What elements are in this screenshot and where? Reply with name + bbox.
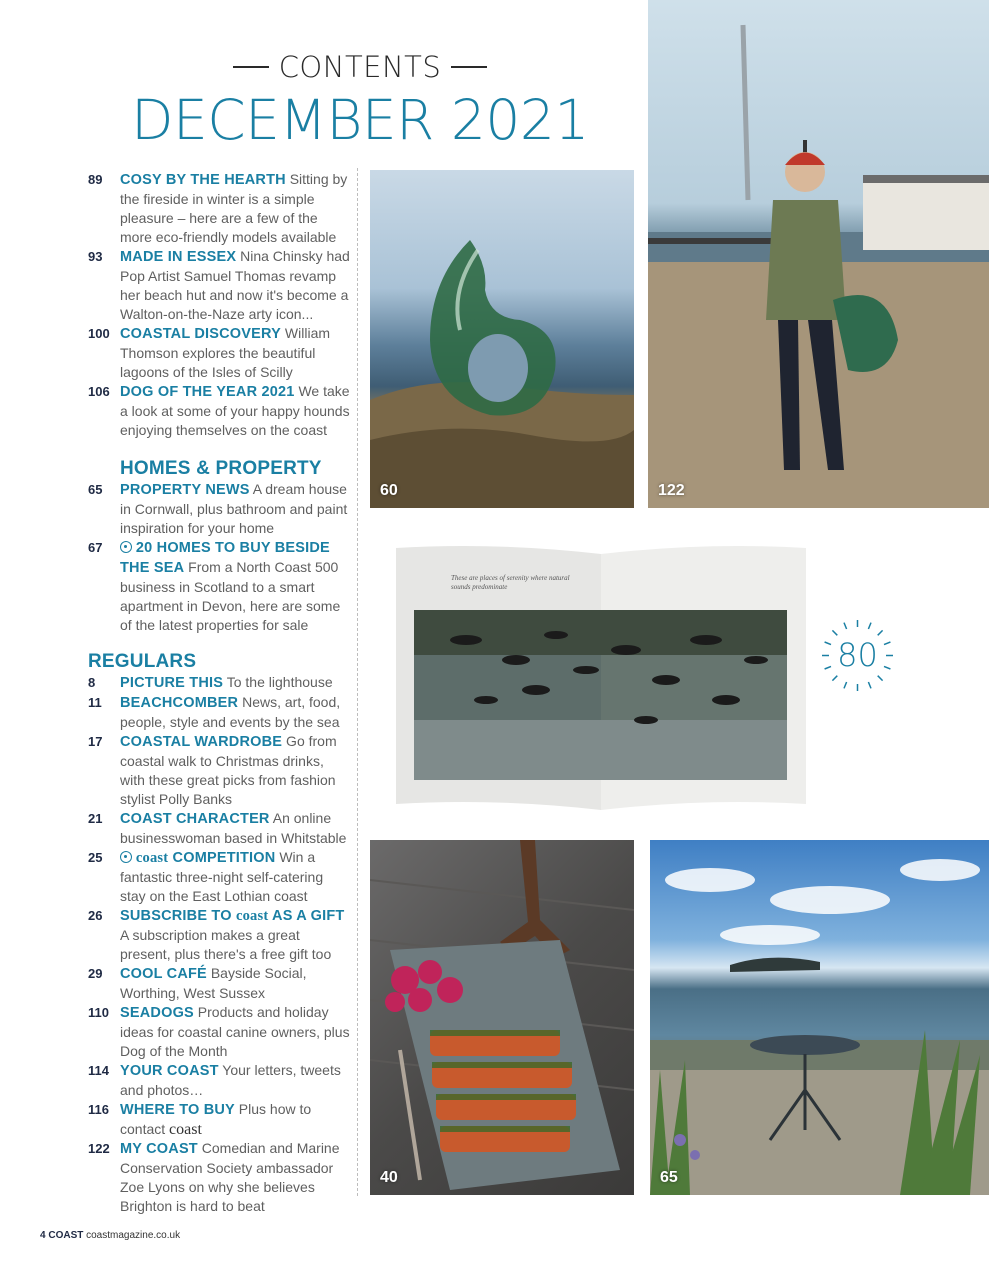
- pier-illustration: [648, 0, 989, 508]
- toc-entry-100[interactable]: [88, 324, 350, 382]
- contents-header: [130, 50, 590, 152]
- page-number: 11: [88, 695, 102, 710]
- issue-title: DECEMBER 2021: [131, 88, 589, 152]
- footer-page-number: 4: [40, 1230, 46, 1241]
- entry-body: [120, 1003, 350, 1061]
- page-number: 26: [88, 908, 103, 923]
- food-illustration: [370, 840, 634, 1195]
- entry-title: PICTURE THIS: [120, 675, 224, 691]
- entry-body: [120, 673, 350, 693]
- entry-body: [120, 848, 350, 906]
- entry-title: WHERE TO BUY: [120, 1102, 235, 1118]
- entry-text: Your letters, tweets and photos…: [120, 1062, 341, 1098]
- entry-body: [120, 247, 350, 324]
- toc-entry-8[interactable]: [88, 673, 350, 693]
- photo-resin-ring[interactable]: [370, 170, 634, 508]
- toc-entry-93[interactable]: [88, 247, 350, 324]
- page-number: 89: [88, 172, 103, 187]
- entry-text: Sitting by the fireside in winter is a simple pleasure – here are a few of the more eco-friendly models available: [120, 171, 348, 245]
- toc-entry-26[interactable]: [88, 906, 350, 964]
- entry-body: [120, 538, 350, 635]
- page-number: 116: [88, 1102, 109, 1117]
- entry-title: COASTAL WARDROBE: [120, 734, 283, 750]
- photo-page-ref: 40: [380, 1169, 398, 1186]
- entry-body: [120, 1100, 350, 1139]
- toc-entry-11[interactable]: [88, 693, 350, 732]
- entry-body: [120, 809, 350, 848]
- entry-title: MY COAST: [120, 1141, 198, 1157]
- entry-text: A dream house in Cornwall, plus bathroom and paint inspiration for your home: [120, 481, 348, 536]
- entry-body: [120, 906, 350, 964]
- entry-body: [120, 170, 350, 247]
- entry-body: [120, 382, 350, 440]
- photo-page-ref: 122: [658, 482, 685, 499]
- photo-page-ref: 60: [380, 482, 398, 499]
- entry-text: Plus how to contact: [120, 1101, 312, 1137]
- toc-entry-25[interactable]: [88, 848, 350, 906]
- page-number: 65: [88, 482, 103, 497]
- entry-title: COASTAL DISCOVERY: [120, 326, 282, 342]
- entry-text: News, art, food, people, style and events by the sea: [120, 694, 341, 730]
- page-number: 67: [88, 540, 103, 555]
- entry-title: PROPERTY NEWS: [120, 482, 250, 498]
- entry-body: [120, 480, 350, 538]
- toc-entry-110[interactable]: [88, 1003, 350, 1061]
- entry-body: [120, 324, 350, 382]
- photo-page-ref: 65: [660, 1169, 678, 1186]
- entry-title: COAST CHARACTER: [120, 811, 270, 827]
- toc-entry-65[interactable]: [88, 480, 350, 538]
- entry-title: MADE IN ESSEX: [120, 249, 237, 265]
- page-number: 29: [88, 966, 103, 981]
- photo-cured-salmon[interactable]: [370, 840, 634, 1195]
- entry-body: [120, 732, 350, 809]
- toc-entry-106[interactable]: [88, 382, 350, 440]
- entry-text: Nina Chinsky had Pop Artist Samuel Thomas revamp her beach hut and now it's become a Walton-on-the-Naze arty icon...: [120, 248, 350, 322]
- brand-wordmark: coast: [169, 1121, 202, 1138]
- entry-title: SUBSCRIBE TO: [120, 908, 236, 924]
- toc-entry-29[interactable]: [88, 964, 350, 1003]
- section-heading-regulars: REGULARS: [88, 651, 197, 672]
- photo-magazine-spread[interactable]: [396, 540, 806, 810]
- photo-beach-cleaner[interactable]: [648, 0, 989, 508]
- entry-title: BEACHCOMBER: [120, 695, 239, 711]
- page-number: 114: [88, 1063, 109, 1078]
- section-heading-homes: HOMES & PROPERTY: [120, 458, 322, 479]
- page-number: 8: [88, 675, 96, 690]
- contents-label-row: [130, 50, 590, 84]
- entry-title: COOL CAFÉ: [120, 966, 207, 982]
- entry-body: [120, 693, 350, 732]
- entry-text: Bayside Social, Worthing, West Sussex: [120, 965, 307, 1001]
- ring-illustration: [370, 170, 634, 508]
- coast-logo-icon: [120, 851, 132, 863]
- entry-text: Comedian and Marine Conservation Society ambassador Zoe Lyons on why she believes Brighton is hard to beat: [120, 1140, 340, 1214]
- rule-left: [233, 66, 269, 68]
- coast-logo-icon: [120, 541, 132, 553]
- entry-text: To the lighthouse: [223, 674, 333, 690]
- rule-right: [451, 66, 487, 68]
- page-number: 25: [88, 850, 103, 865]
- contents-label: CONTENTS: [278, 50, 442, 84]
- entry-text: Win a fantastic three-night self-catering stay on the East Lothian coast: [120, 849, 324, 904]
- page-number: 21: [88, 811, 103, 826]
- badge-page-number: 80: [837, 636, 878, 674]
- column-divider: [357, 168, 358, 1196]
- toc-entry-114[interactable]: [88, 1061, 350, 1100]
- page-number: 17: [88, 734, 103, 749]
- entry-title: COSY BY THE HEARTH: [120, 172, 286, 188]
- page-number: 122: [88, 1141, 110, 1156]
- table-of-contents: [88, 170, 350, 1216]
- footer-brand: COAST: [48, 1230, 84, 1241]
- brand-wordmark: coast: [235, 908, 269, 924]
- toc-entry-116[interactable]: [88, 1100, 350, 1139]
- magazine-caption: These are places of serenity where natural sounds predominate: [451, 574, 570, 591]
- entry-text: An online businesswoman based in Whitstable: [120, 810, 347, 846]
- toc-entry-89[interactable]: [88, 170, 350, 247]
- entry-title: YOUR COAST: [120, 1063, 219, 1079]
- entry-title-cont: AS A GIFT: [268, 908, 345, 924]
- page-80-badge[interactable]: [820, 618, 895, 693]
- page-number: 106: [88, 384, 110, 399]
- entry-title: DOG OF THE YEAR 2021: [120, 384, 295, 400]
- page-number: 110: [88, 1005, 109, 1020]
- page-number: 93: [88, 249, 103, 264]
- footer-url[interactable]: coastmagazine.co.uk: [86, 1230, 181, 1241]
- page-footer: [40, 1230, 180, 1241]
- entry-title: 20 HOMES TO BUY BESIDE THE SEA: [120, 540, 330, 576]
- toc-entry-21[interactable]: [88, 809, 350, 848]
- entry-text: From a North Coast 500 business in Scotland to a smart apartment in Devon, here are some of the latest properties for sale: [120, 559, 341, 633]
- entry-text: William Thomson explores the beautiful lagoons of the Isles of Scilly: [120, 325, 331, 380]
- entry-title: COMPETITION: [168, 850, 276, 866]
- entry-body: [120, 1061, 350, 1100]
- entry-body: [120, 1139, 350, 1216]
- page-number: 100: [88, 326, 110, 341]
- entry-text: Go from coastal walk to Christmas drinks, with these great picks from fashion stylist Polly Banks: [120, 733, 337, 807]
- photo-coastal-garden[interactable]: [650, 840, 989, 1195]
- toc-entry-17[interactable]: [88, 732, 350, 809]
- toc-entry-67[interactable]: [88, 538, 350, 635]
- entry-text: A subscription makes a great present, plus there's a free gift too: [120, 927, 332, 962]
- entry-text: Products and holiday ideas for coastal canine owners, plus Dog of the Month: [120, 1004, 350, 1059]
- entry-title: SEADOGS: [120, 1005, 194, 1021]
- entry-body: [120, 964, 350, 1003]
- entry-text: We take a look at some of your happy hounds enjoying themselves on the coast: [120, 383, 350, 438]
- brand-wordmark: coast: [135, 850, 169, 866]
- toc-entry-122[interactable]: [88, 1139, 350, 1216]
- garden-illustration: [650, 840, 989, 1195]
